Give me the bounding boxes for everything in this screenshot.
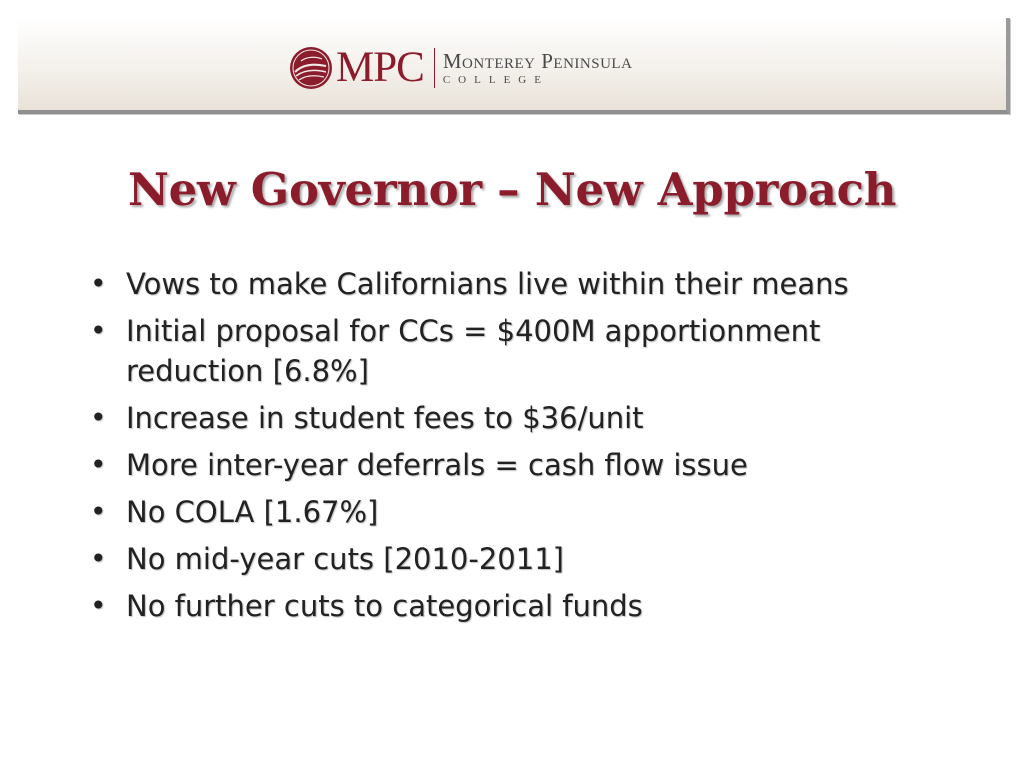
- bullet-icon: •: [90, 542, 107, 575]
- bullet-text: Vows to make Californians live within their means: [126, 267, 849, 301]
- logo-divider: [434, 48, 435, 88]
- bullet-item: [90, 539, 920, 579]
- bullet-icon: •: [90, 589, 107, 622]
- bullet-item: [90, 445, 920, 485]
- college-subtitle: COLLEGE: [442, 73, 549, 86]
- bullet-text: No COLA [1.67%]: [126, 495, 379, 529]
- college-name: Monterey Peninsula: [442, 48, 633, 73]
- slide-title: New Governor – New Approach: [127, 163, 897, 216]
- logo-abbreviation: MPC: [336, 44, 424, 91]
- bullet-item: [90, 492, 920, 532]
- bullet-text: More inter-year deferrals = cash flow issue: [126, 448, 748, 482]
- bullet-text: No mid-year cuts [2010-2011]: [126, 542, 564, 576]
- bullet-icon: •: [90, 495, 107, 528]
- college-logo: [288, 44, 632, 92]
- bullet-text: Increase in student fees to $36/unit: [126, 401, 644, 435]
- bullet-item: [90, 398, 920, 438]
- bullet-icon: •: [90, 448, 107, 481]
- bullet-item: [90, 311, 920, 391]
- logo-college-text: [443, 50, 633, 87]
- bullet-icon: •: [90, 401, 107, 434]
- bullet-list: [90, 264, 920, 633]
- bullet-item: [90, 586, 920, 626]
- bullet-icon: •: [90, 314, 107, 347]
- bullet-text: No further cuts to categorical funds: [126, 589, 643, 623]
- bullet-item: [90, 264, 920, 304]
- bullet-text: Initial proposal for CCs = $400M apportionment reduction [6.8%]: [126, 314, 821, 388]
- mpc-seal-icon: [288, 45, 334, 91]
- bullet-icon: •: [90, 267, 107, 300]
